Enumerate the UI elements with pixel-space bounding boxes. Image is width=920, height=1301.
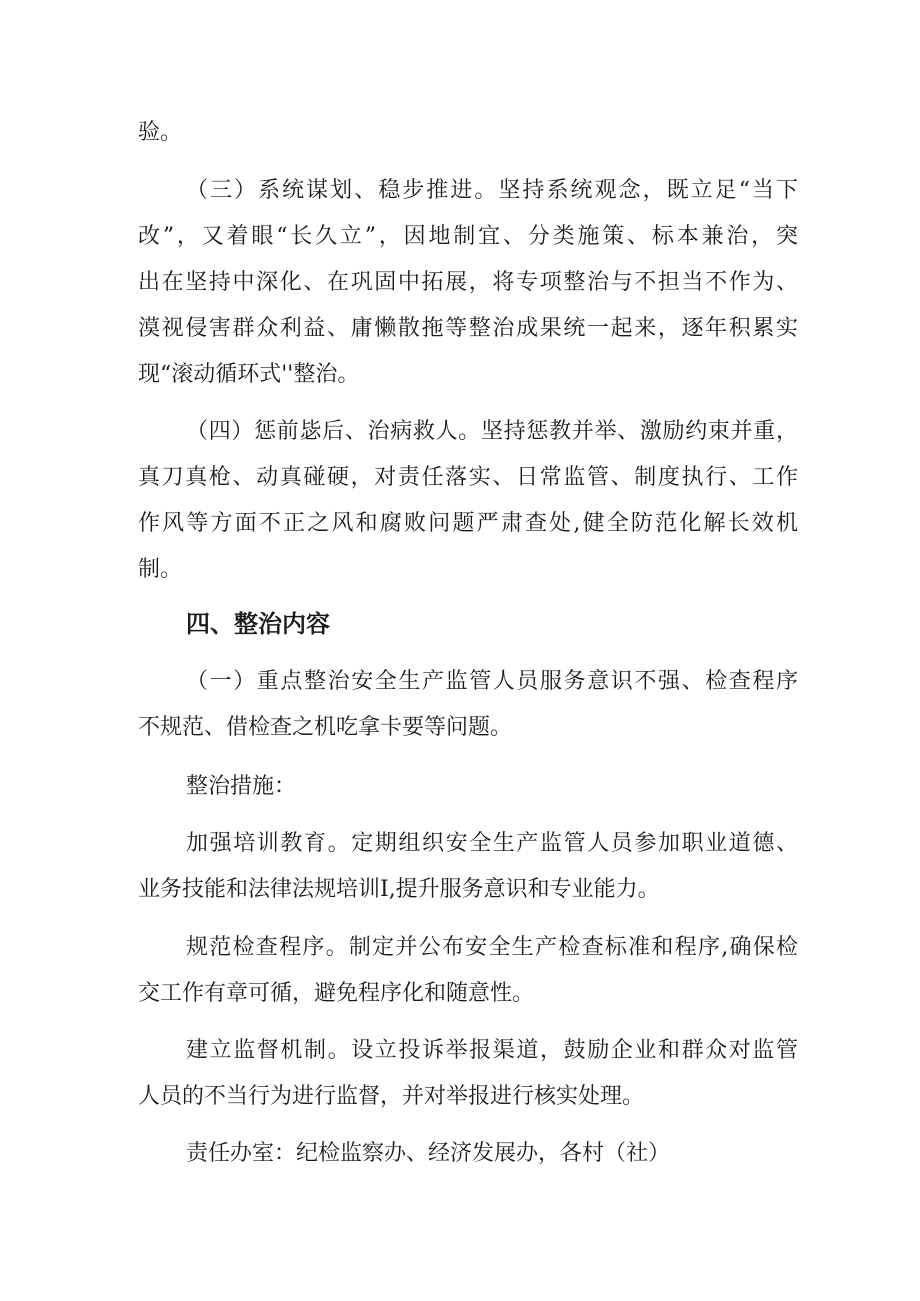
paragraph-line: 建立监督机制。设立投诉举报渠道，鼓励企业和群众对监管 bbox=[186, 1038, 798, 1063]
paragraph-line: 改”，又着眼“长久立”，因地制宜、分类施策、标本兼治，突 bbox=[138, 224, 798, 249]
section-heading: 四、整治内容 bbox=[186, 610, 330, 638]
paragraph-line: 真刀真枪、动真碰硬，对责任落实、日常监管、制度执行、工作 bbox=[138, 465, 798, 490]
paragraph-line: （一）重点整治安全生产监管人员服务意识不强、检查程序 bbox=[186, 669, 798, 694]
paragraph-line: 责任办室：纪检监察办、经济发展办，各村（社） bbox=[186, 1141, 671, 1166]
paragraph-line: 规范检查程序。制定并公布安全生产检查标准和程序,确保检 bbox=[186, 935, 798, 960]
paragraph-line: 现“滚动循环式''整治。 bbox=[138, 362, 360, 387]
paragraph-line: 整治措施： bbox=[186, 774, 297, 799]
paragraph-line: 作风等方面不正之风和腐败问题严肃查处,健全防范化解长效机 bbox=[138, 511, 798, 536]
paragraph-line: 人员的不当行为进行监督，并对举报进行核实处理。 bbox=[138, 1084, 645, 1109]
paragraph-line: 制。 bbox=[138, 557, 183, 582]
paragraph-line: 不规范、借检查之机吃拿卡要等问题。 bbox=[138, 715, 513, 740]
paragraph-line: 漠视侵害群众利益、庸懒散拖等整治成果统一起来，逐年积累实 bbox=[138, 316, 798, 341]
paragraph-line: （四）惩前毖后、治病救人。坚持惩教并举、激励约束并重， bbox=[186, 419, 798, 444]
paragraph-line: 业务技能和法律法规培训Ⅰ,提升服务意识和专业能力。 bbox=[138, 877, 660, 902]
paragraph-line: （三）系统谋划、稳步推进。坚持系统观念，既立足“当下 bbox=[186, 178, 798, 203]
paragraph-line: 加强培训教育。定期组织安全生产监管人员参加职业道德、 bbox=[186, 831, 798, 856]
paragraph-line: 验。 bbox=[138, 120, 183, 145]
paragraph-line: 出在坚持中深化、在巩固中拓展，将专项整治与不担当不作为、 bbox=[138, 270, 798, 295]
paragraph-line: 交工作有章可循，避免程序化和随意性。 bbox=[138, 981, 535, 1006]
